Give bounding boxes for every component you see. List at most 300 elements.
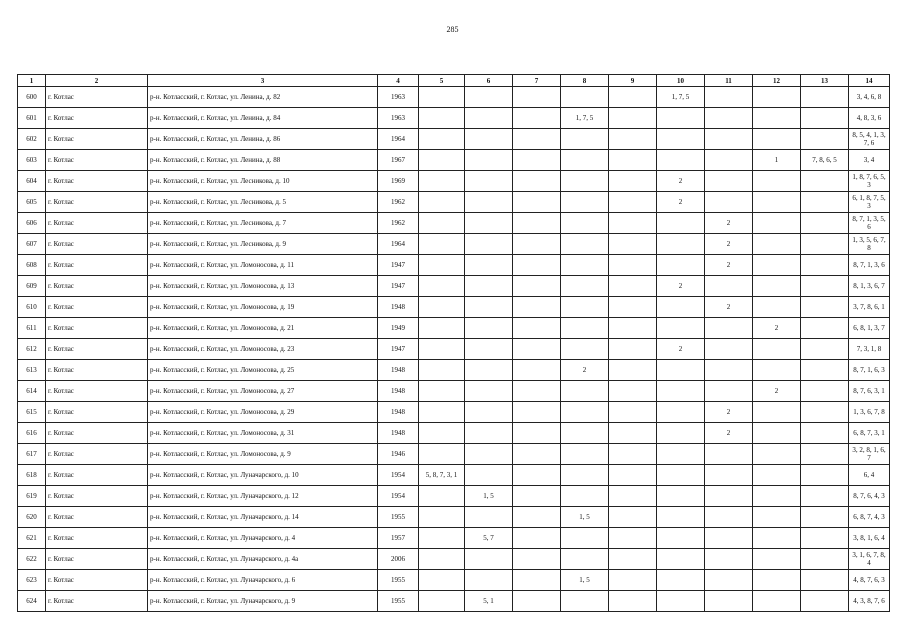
table-row (18, 486, 890, 507)
table-cell-col-10 (657, 297, 705, 318)
table-cell-col-11: 2 (705, 213, 753, 234)
table-cell-col-1: 606 (18, 213, 46, 234)
table-cell-col-7 (513, 381, 561, 402)
table-cell-col-14: 8, 7, 1, 6, 3 (849, 360, 890, 381)
table-cell-col-4: 1948 (378, 360, 419, 381)
table-cell-col-12 (753, 549, 801, 570)
table-cell-col-7 (513, 528, 561, 549)
table-cell-col-6 (465, 423, 513, 444)
table-cell-col-2: г. Котлас (46, 318, 148, 339)
table-cell-col-2: г. Котлас (46, 129, 148, 150)
table-cell-col-9 (609, 528, 657, 549)
table-cell-col-14: 8, 7, 1, 3, 5, 6 (849, 213, 890, 234)
table-cell-col-7 (513, 591, 561, 612)
table-cell-col-8 (561, 87, 609, 108)
table-cell-col-6 (465, 171, 513, 192)
table-cell-col-1: 608 (18, 255, 46, 276)
column-header-5: 5 (419, 75, 465, 87)
table-cell-col-8 (561, 234, 609, 255)
table-cell-col-14: 6, 1, 8, 7, 5, 3 (849, 192, 890, 213)
table-cell-col-9 (609, 213, 657, 234)
table-cell-col-5 (419, 297, 465, 318)
table-cell-col-3: р-н. Котласский, г. Котлас, ул. Ломоносова, д. 11 (148, 255, 378, 276)
table-cell-col-8 (561, 402, 609, 423)
table-cell-col-10 (657, 486, 705, 507)
table-cell-col-11 (705, 276, 753, 297)
table-cell-col-1: 612 (18, 339, 46, 360)
table-cell-col-2: г. Котлас (46, 150, 148, 171)
table-cell-col-8: 1, 5 (561, 507, 609, 528)
table-cell-col-13 (801, 213, 849, 234)
table-cell-col-7 (513, 318, 561, 339)
table-cell-col-2: г. Котлас (46, 402, 148, 423)
table-cell-col-13 (801, 465, 849, 486)
table-cell-col-14: 1, 3, 5, 6, 7, 8 (849, 234, 890, 255)
table-cell-col-12 (753, 213, 801, 234)
table-cell-col-1: 613 (18, 360, 46, 381)
table-cell-col-4: 1948 (378, 297, 419, 318)
table-row (18, 192, 890, 213)
table-cell-col-2: г. Котлас (46, 360, 148, 381)
table-cell-col-11 (705, 570, 753, 591)
table-cell-col-1: 603 (18, 150, 46, 171)
table-cell-col-7 (513, 465, 561, 486)
table-cell-col-9 (609, 507, 657, 528)
table-cell-col-13: 7, 8, 6, 5 (801, 150, 849, 171)
table-cell-col-6 (465, 381, 513, 402)
table-cell-col-12 (753, 402, 801, 423)
table-cell-col-8 (561, 465, 609, 486)
table-cell-col-3: р-н. Котласский, г. Котлас, ул. Ленина, д. 84 (148, 108, 378, 129)
table-cell-col-8 (561, 591, 609, 612)
table-cell-col-14: 4, 8, 7, 6, 3 (849, 570, 890, 591)
table-cell-col-1: 607 (18, 234, 46, 255)
table-cell-col-3: р-н. Котласский, г. Котлас, ул. Луначарского, д. 6 (148, 570, 378, 591)
table-cell-col-14: 6, 8, 7, 4, 3 (849, 507, 890, 528)
table-cell-col-4: 1964 (378, 234, 419, 255)
table-cell-col-6 (465, 213, 513, 234)
table-cell-col-2: г. Котлас (46, 549, 148, 570)
table-cell-col-8 (561, 129, 609, 150)
table-cell-col-5 (419, 150, 465, 171)
table-cell-col-11 (705, 171, 753, 192)
table-row (18, 318, 890, 339)
table-cell-col-9 (609, 339, 657, 360)
table-row (18, 87, 890, 108)
table-cell-col-7 (513, 549, 561, 570)
table-cell-col-1: 601 (18, 108, 46, 129)
table-cell-col-7 (513, 234, 561, 255)
table-cell-col-3: р-н. Котласский, г. Котлас, ул. Ломоносова, д. 23 (148, 339, 378, 360)
table-cell-col-13 (801, 402, 849, 423)
table-cell-col-1: 621 (18, 528, 46, 549)
table-row (18, 465, 890, 486)
table-row (18, 129, 890, 150)
table-body (18, 87, 890, 612)
table-cell-col-6 (465, 360, 513, 381)
table-cell-col-11 (705, 129, 753, 150)
table-cell-col-13 (801, 528, 849, 549)
table-cell-col-10 (657, 318, 705, 339)
table-cell-col-1: 614 (18, 381, 46, 402)
table-cell-col-14: 6, 8, 7, 3, 1 (849, 423, 890, 444)
table-cell-col-5 (419, 444, 465, 465)
table-cell-col-2: г. Котлас (46, 87, 148, 108)
table-cell-col-11 (705, 192, 753, 213)
table-cell-col-13 (801, 318, 849, 339)
table-cell-col-7 (513, 297, 561, 318)
table-cell-col-9 (609, 549, 657, 570)
column-header-2: 2 (46, 75, 148, 87)
table-row (18, 234, 890, 255)
table-cell-col-2: г. Котлас (46, 444, 148, 465)
table-cell-col-9 (609, 150, 657, 171)
column-header-7: 7 (513, 75, 561, 87)
table-cell-col-4: 1962 (378, 213, 419, 234)
table-cell-col-3: р-н. Котласский, г. Котлас, ул. Ломоносова, д. 29 (148, 402, 378, 423)
table-cell-col-3: р-н. Котласский, г. Котлас, ул. Ленина, д. 86 (148, 129, 378, 150)
table-cell-col-6 (465, 318, 513, 339)
table-cell-col-10 (657, 549, 705, 570)
table-cell-col-7 (513, 87, 561, 108)
table-cell-col-13 (801, 171, 849, 192)
table-cell-col-4: 1947 (378, 255, 419, 276)
table-cell-col-3: р-н. Котласский, г. Котлас, ул. Ломоносова, д. 13 (148, 276, 378, 297)
table-cell-col-4: 1963 (378, 108, 419, 129)
table-cell-col-12 (753, 87, 801, 108)
table-cell-col-11 (705, 486, 753, 507)
table-cell-col-13 (801, 507, 849, 528)
table-cell-col-7 (513, 255, 561, 276)
column-header-11: 11 (705, 75, 753, 87)
table-cell-col-10 (657, 360, 705, 381)
table-cell-col-13 (801, 549, 849, 570)
table-row (18, 591, 890, 612)
table-cell-col-4: 1962 (378, 192, 419, 213)
table-cell-col-2: г. Котлас (46, 276, 148, 297)
table-cell-col-10 (657, 402, 705, 423)
table-cell-col-9 (609, 87, 657, 108)
table-cell-col-1: 617 (18, 444, 46, 465)
table-cell-col-6 (465, 297, 513, 318)
column-header-4: 4 (378, 75, 419, 87)
table-cell-col-13 (801, 444, 849, 465)
table-cell-col-7 (513, 402, 561, 423)
table-cell-col-10 (657, 234, 705, 255)
table-cell-col-3: р-н. Котласский, г. Котлас, ул. Лесникова, д. 10 (148, 171, 378, 192)
table-cell-col-7 (513, 423, 561, 444)
table-cell-col-10 (657, 528, 705, 549)
table-cell-col-9 (609, 255, 657, 276)
table-row (18, 297, 890, 318)
table-cell-col-13 (801, 255, 849, 276)
column-header-14: 14 (849, 75, 890, 87)
table-cell-col-3: р-н. Котласский, г. Котлас, ул. Ломоносова, д. 27 (148, 381, 378, 402)
table-cell-col-9 (609, 465, 657, 486)
table-cell-col-8 (561, 486, 609, 507)
table-cell-col-9 (609, 108, 657, 129)
table-cell-col-11 (705, 381, 753, 402)
table-cell-col-5 (419, 360, 465, 381)
table-cell-col-12: 2 (753, 318, 801, 339)
table-cell-col-11 (705, 549, 753, 570)
column-header-13: 13 (801, 75, 849, 87)
table-cell-col-8 (561, 255, 609, 276)
table-cell-col-9 (609, 486, 657, 507)
table-cell-col-11 (705, 150, 753, 171)
table-cell-col-3: р-н. Котласский, г. Котлас, ул. Лесникова, д. 7 (148, 213, 378, 234)
table-cell-col-11 (705, 360, 753, 381)
table-cell-col-8: 1, 7, 5 (561, 108, 609, 129)
table-cell-col-10 (657, 591, 705, 612)
table-cell-col-8 (561, 276, 609, 297)
table-cell-col-13 (801, 591, 849, 612)
table-cell-col-6 (465, 570, 513, 591)
table-cell-col-2: г. Котлас (46, 423, 148, 444)
page-number: 285 (446, 25, 459, 34)
table-cell-col-3: р-н. Котласский, г. Котлас, ул. Ломоносова, д. 9 (148, 444, 378, 465)
table-cell-col-11 (705, 87, 753, 108)
table-cell-col-8 (561, 192, 609, 213)
table-row (18, 381, 890, 402)
table-cell-col-4: 1957 (378, 528, 419, 549)
table-cell-col-10: 2 (657, 276, 705, 297)
table-cell-col-1: 604 (18, 171, 46, 192)
table-cell-col-11: 2 (705, 402, 753, 423)
table-cell-col-4: 1948 (378, 381, 419, 402)
table-cell-col-4: 1948 (378, 423, 419, 444)
table-cell-col-3: р-н. Котласский, г. Котлас, ул. Ломоносова, д. 31 (148, 423, 378, 444)
table-cell-col-4: 1955 (378, 507, 419, 528)
table-cell-col-5 (419, 129, 465, 150)
table-cell-col-1: 602 (18, 129, 46, 150)
housing-table (17, 74, 890, 612)
table-cell-col-7 (513, 192, 561, 213)
column-header-8: 8 (561, 75, 609, 87)
table-cell-col-4: 1967 (378, 150, 419, 171)
table-cell-col-14: 3, 4 (849, 150, 890, 171)
table-cell-col-8 (561, 171, 609, 192)
table-cell-col-5 (419, 402, 465, 423)
table-cell-col-6 (465, 276, 513, 297)
table-cell-col-12 (753, 528, 801, 549)
table-cell-col-9 (609, 192, 657, 213)
table-cell-col-11 (705, 591, 753, 612)
table-cell-col-8 (561, 381, 609, 402)
table-cell-col-2: г. Котлас (46, 297, 148, 318)
table-cell-col-9 (609, 129, 657, 150)
table-cell-col-14: 4, 8, 3, 6 (849, 108, 890, 129)
table-cell-col-4: 1963 (378, 87, 419, 108)
table-cell-col-11: 2 (705, 423, 753, 444)
table-cell-col-14: 6, 4 (849, 465, 890, 486)
table-row (18, 444, 890, 465)
table-cell-col-8 (561, 318, 609, 339)
table-cell-col-10 (657, 129, 705, 150)
table-cell-col-2: г. Котлас (46, 108, 148, 129)
table-cell-col-6 (465, 234, 513, 255)
table-cell-col-1: 600 (18, 87, 46, 108)
column-header-12: 12 (753, 75, 801, 87)
table-cell-col-1: 623 (18, 570, 46, 591)
table-cell-col-10 (657, 255, 705, 276)
table-cell-col-3: р-н. Котласский, г. Котлас, ул. Луначарского, д. 10 (148, 465, 378, 486)
table-cell-col-4: 1947 (378, 339, 419, 360)
table-cell-col-12 (753, 192, 801, 213)
table-cell-col-4: 1947 (378, 276, 419, 297)
table-cell-col-5 (419, 108, 465, 129)
table-cell-col-9 (609, 591, 657, 612)
table-cell-col-2: г. Котлас (46, 234, 148, 255)
table-cell-col-6 (465, 339, 513, 360)
table-cell-col-8 (561, 150, 609, 171)
table-row (18, 213, 890, 234)
table-cell-col-5 (419, 213, 465, 234)
table-cell-col-5 (419, 234, 465, 255)
table-cell-col-2: г. Котлас (46, 570, 148, 591)
table-cell-col-6: 1, 5 (465, 486, 513, 507)
table-cell-col-9 (609, 423, 657, 444)
table-cell-col-14: 8, 5, 4, 1, 3, 7, 6 (849, 129, 890, 150)
table-cell-col-6 (465, 255, 513, 276)
table-cell-col-6 (465, 87, 513, 108)
table-cell-col-4: 1964 (378, 129, 419, 150)
table-cell-col-12 (753, 129, 801, 150)
table-cell-col-9 (609, 444, 657, 465)
table-cell-col-2: г. Котлас (46, 213, 148, 234)
table-cell-col-9 (609, 570, 657, 591)
table-cell-col-12: 1 (753, 150, 801, 171)
table-cell-col-9 (609, 171, 657, 192)
table-cell-col-10: 2 (657, 171, 705, 192)
table-cell-col-10: 1, 7, 5 (657, 87, 705, 108)
table-cell-col-2: г. Котлас (46, 528, 148, 549)
table-cell-col-14: 8, 7, 6, 3, 1 (849, 381, 890, 402)
table-row (18, 150, 890, 171)
table-cell-col-13 (801, 339, 849, 360)
table-cell-col-9 (609, 381, 657, 402)
table-cell-col-7 (513, 507, 561, 528)
table-cell-col-7 (513, 213, 561, 234)
table-cell-col-14: 3, 7, 8, 6, 1 (849, 297, 890, 318)
table-cell-col-14: 3, 8, 1, 6, 4 (849, 528, 890, 549)
table-cell-col-7 (513, 129, 561, 150)
table-cell-col-2: г. Котлас (46, 507, 148, 528)
table-cell-col-5 (419, 171, 465, 192)
table-cell-col-1: 611 (18, 318, 46, 339)
table-cell-col-6 (465, 444, 513, 465)
table-cell-col-11 (705, 444, 753, 465)
table-cell-col-6 (465, 129, 513, 150)
table-cell-col-14: 3, 1, 6, 7, 8, 4 (849, 549, 890, 570)
table-row (18, 171, 890, 192)
table-cell-col-10 (657, 570, 705, 591)
table-cell-col-14: 7, 3, 1, 8 (849, 339, 890, 360)
table-cell-col-3: р-н. Котласский, г. Котлас, ул. Лесникова, д. 9 (148, 234, 378, 255)
table-cell-col-4: 1954 (378, 486, 419, 507)
column-header-9: 9 (609, 75, 657, 87)
table-cell-col-1: 620 (18, 507, 46, 528)
table-cell-col-12 (753, 423, 801, 444)
table-row (18, 507, 890, 528)
table-cell-col-5 (419, 339, 465, 360)
table-cell-col-3: р-н. Котласский, г. Котлас, ул. Ломоносова, д. 25 (148, 360, 378, 381)
table-cell-col-8 (561, 339, 609, 360)
table-cell-col-11 (705, 528, 753, 549)
table-cell-col-13 (801, 360, 849, 381)
table-cell-col-4: 2006 (378, 549, 419, 570)
table-cell-col-11 (705, 507, 753, 528)
table-cell-col-6: 5, 1 (465, 591, 513, 612)
table-cell-col-7 (513, 444, 561, 465)
table-cell-col-12 (753, 297, 801, 318)
table-cell-col-12: 2 (753, 381, 801, 402)
table-cell-col-8: 2 (561, 360, 609, 381)
table-cell-col-11: 2 (705, 297, 753, 318)
table-cell-col-13 (801, 381, 849, 402)
table-row (18, 528, 890, 549)
table-cell-col-6 (465, 465, 513, 486)
table-cell-col-1: 609 (18, 276, 46, 297)
table-cell-col-6 (465, 192, 513, 213)
table-cell-col-5 (419, 276, 465, 297)
table-cell-col-14: 1, 3, 6, 7, 8 (849, 402, 890, 423)
table-cell-col-3: р-н. Котласский, г. Котлас, ул. Ленина, д. 88 (148, 150, 378, 171)
table-cell-col-5 (419, 87, 465, 108)
table-cell-col-9 (609, 318, 657, 339)
table-cell-col-12 (753, 276, 801, 297)
table-cell-col-5 (419, 507, 465, 528)
table-cell-col-11 (705, 465, 753, 486)
table-cell-col-2: г. Котлас (46, 381, 148, 402)
table-cell-col-12 (753, 507, 801, 528)
table-cell-col-12 (753, 360, 801, 381)
table-cell-col-8 (561, 297, 609, 318)
table-cell-col-13 (801, 129, 849, 150)
table-cell-col-1: 616 (18, 423, 46, 444)
table-cell-col-5 (419, 318, 465, 339)
table-cell-col-11 (705, 318, 753, 339)
table-cell-col-14: 3, 4, 6, 8 (849, 87, 890, 108)
table-cell-col-4: 1949 (378, 318, 419, 339)
table-cell-col-4: 1948 (378, 402, 419, 423)
table-cell-col-7 (513, 360, 561, 381)
table-cell-col-13 (801, 234, 849, 255)
table-cell-col-14: 1, 8, 7, 6, 5, 3 (849, 171, 890, 192)
table-cell-col-7 (513, 171, 561, 192)
table-cell-col-3: р-н. Котласский, г. Котлас, ул. Лесникова, д. 5 (148, 192, 378, 213)
table-cell-col-13 (801, 87, 849, 108)
table-cell-col-12 (753, 570, 801, 591)
table-cell-col-14: 8, 1, 3, 6, 7 (849, 276, 890, 297)
table-cell-col-12 (753, 591, 801, 612)
table-cell-col-5 (419, 549, 465, 570)
table-row (18, 339, 890, 360)
table-cell-col-13 (801, 297, 849, 318)
table-cell-col-12 (753, 234, 801, 255)
table-cell-col-1: 615 (18, 402, 46, 423)
table-row (18, 108, 890, 129)
table-cell-col-2: г. Котлас (46, 171, 148, 192)
table-row (18, 402, 890, 423)
table-cell-col-7 (513, 339, 561, 360)
table-cell-col-12 (753, 108, 801, 129)
table-cell-col-2: г. Котлас (46, 465, 148, 486)
table-cell-col-3: р-н. Котласский, г. Котлас, ул. Ломоносова, д. 19 (148, 297, 378, 318)
table-cell-col-3: р-н. Котласский, г. Котлас, ул. Ленина, д. 82 (148, 87, 378, 108)
table-cell-col-9 (609, 360, 657, 381)
table-cell-col-12 (753, 486, 801, 507)
